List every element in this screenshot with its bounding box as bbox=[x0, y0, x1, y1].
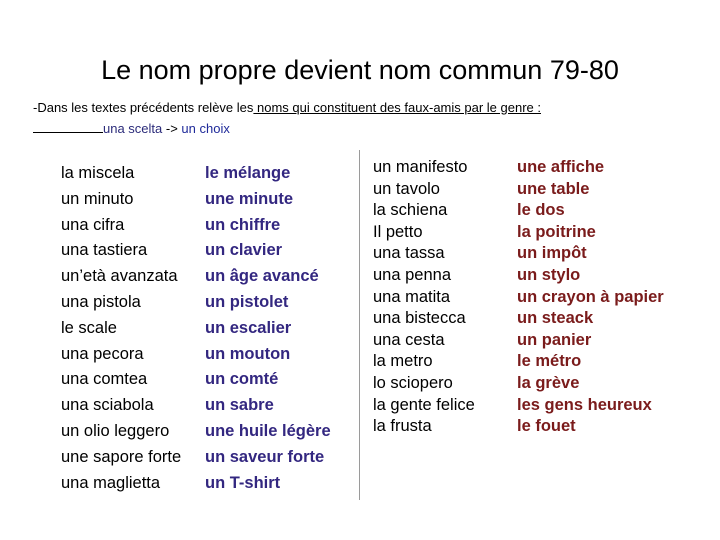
page-title: Le nom propre devient nom commun 79-80 bbox=[101, 55, 619, 85]
list-item: une table bbox=[517, 179, 590, 198]
list-item: un sabre bbox=[205, 396, 274, 415]
list-item: un mouton bbox=[205, 344, 291, 363]
list-item: un clavier bbox=[205, 241, 283, 260]
list-item: una cifra bbox=[61, 215, 125, 234]
left-italian-column bbox=[61, 161, 181, 496]
list-item: una pistola bbox=[61, 292, 141, 311]
list-item: un steack bbox=[517, 309, 594, 328]
list-item: un minuto bbox=[61, 189, 134, 208]
list-item: un panier bbox=[517, 330, 592, 349]
list-item: un olio leggero bbox=[61, 421, 170, 440]
list-item: la metro bbox=[373, 352, 433, 371]
list-item: une affiche bbox=[517, 158, 605, 176]
list-item: lo sciopero bbox=[373, 373, 453, 392]
list-item: le fouet bbox=[517, 417, 576, 436]
list-item: un manifesto bbox=[373, 158, 468, 176]
list-item: les gens heureux bbox=[517, 395, 652, 414]
list-item: la poitrine bbox=[517, 222, 596, 241]
instruction-underlined: noms qui constituent des faux-amis par le genre : bbox=[253, 100, 541, 115]
instruction-text bbox=[33, 99, 541, 117]
list-item: una matita bbox=[373, 287, 451, 306]
list-item: un saveur forte bbox=[205, 447, 325, 466]
list-item: une huile légère bbox=[205, 421, 331, 440]
column-divider bbox=[359, 150, 360, 500]
list-item: un stylo bbox=[517, 265, 581, 284]
example-italian: una scelta bbox=[103, 121, 163, 136]
left-french-column bbox=[205, 161, 331, 496]
list-item: un comté bbox=[205, 370, 279, 389]
list-item: un pistolet bbox=[205, 292, 289, 311]
list-item: un escalier bbox=[205, 318, 292, 337]
list-item: una tastiera bbox=[61, 241, 148, 260]
list-item: una tassa bbox=[373, 244, 445, 263]
list-item: una maglietta bbox=[61, 473, 161, 492]
right-french-column bbox=[517, 157, 664, 438]
example-line bbox=[33, 119, 230, 138]
list-item: la frusta bbox=[373, 417, 432, 436]
list-item: una pecora bbox=[61, 344, 144, 363]
list-item: un crayon à papier bbox=[517, 287, 664, 306]
list-item: un chiffre bbox=[205, 215, 281, 234]
list-item: une minute bbox=[205, 189, 294, 208]
list-item: una cesta bbox=[373, 330, 445, 349]
list-item: le dos bbox=[517, 201, 565, 220]
list-item: un âge avancé bbox=[205, 267, 319, 286]
blank-line bbox=[33, 119, 103, 133]
list-item: un tavolo bbox=[373, 179, 440, 198]
instruction-prefix: -Dans les textes précédents relève les bbox=[33, 100, 254, 115]
list-item: una sciabola bbox=[61, 396, 154, 415]
list-item: un impôt bbox=[517, 244, 587, 263]
example-arrow: -> bbox=[162, 121, 182, 136]
list-item: un T-shirt bbox=[205, 473, 281, 492]
list-item: la grève bbox=[517, 373, 580, 392]
right-italian-column bbox=[373, 157, 475, 438]
list-item: una bistecca bbox=[373, 309, 466, 328]
list-item: la miscela bbox=[61, 164, 135, 182]
list-item: la schiena bbox=[373, 201, 448, 220]
list-item: Il petto bbox=[373, 222, 423, 241]
list-item: le métro bbox=[517, 352, 582, 371]
list-item: una comtea bbox=[61, 370, 148, 389]
list-item: une sapore forte bbox=[61, 447, 182, 466]
example-french: un choix bbox=[181, 121, 230, 136]
list-item: le mélange bbox=[205, 164, 291, 182]
list-item: la gente felice bbox=[373, 395, 475, 414]
list-item: le scale bbox=[61, 318, 117, 337]
list-item: una penna bbox=[373, 265, 451, 284]
list-item: un’età avanzata bbox=[61, 267, 178, 286]
